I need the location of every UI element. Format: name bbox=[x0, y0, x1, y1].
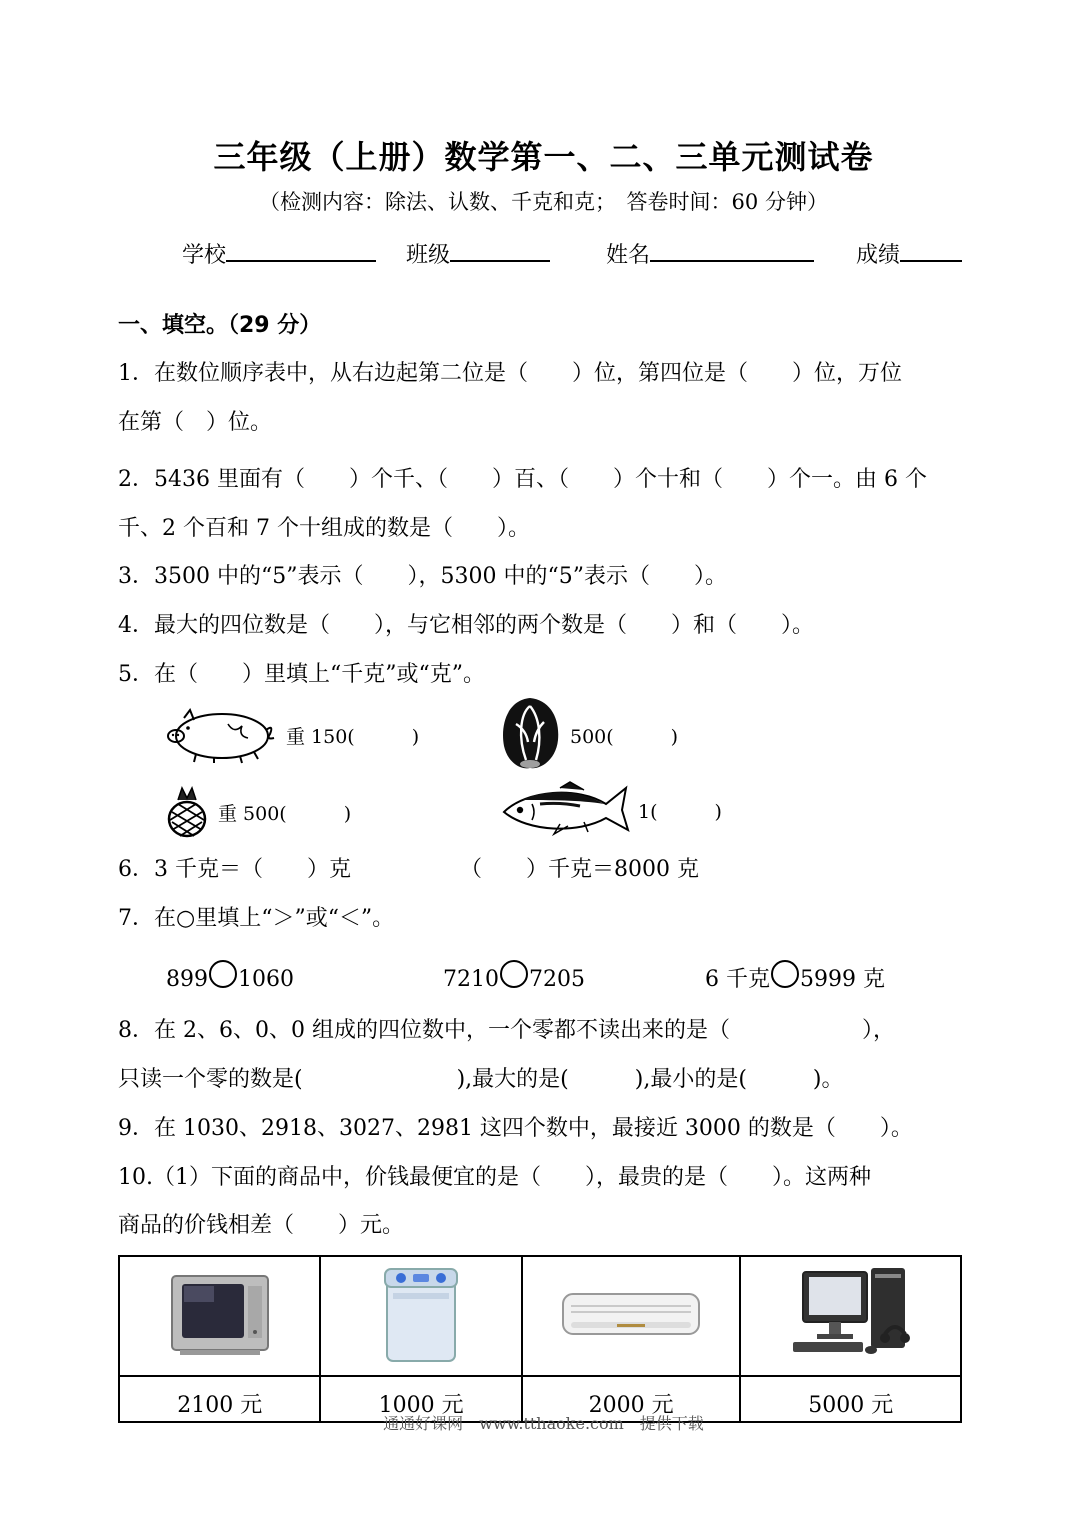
air-conditioner-icon bbox=[561, 1292, 701, 1336]
class-blank[interactable] bbox=[450, 236, 550, 262]
question-8-line-1: 8．在 2、6、0、0 组成的四位数中，一个零都不读出来的是（ ）， bbox=[118, 1018, 895, 1043]
question-1-line-2: 在第（ ）位。 bbox=[118, 410, 273, 435]
question-9: 9．在 1030、2918、3027、2981 这四个数中，最接近 3000 的数是（ ）。 bbox=[118, 1116, 913, 1141]
section-heading: 一、填空。（29 分） bbox=[118, 313, 322, 338]
page-title: 三年级（上册）数学第一、二、三单元测试卷 bbox=[213, 138, 874, 176]
class-field bbox=[406, 236, 550, 269]
pineapple-icon bbox=[164, 786, 210, 838]
score-label: 成绩 bbox=[856, 243, 901, 268]
question-8-line-2: 只读一个零的数是( ),最大的是( ),最小的是( )。 bbox=[118, 1067, 844, 1092]
question-2-line-2: 千、2 个百和 7 个十组成的数是（ ）。 bbox=[118, 516, 530, 541]
goods-image-row bbox=[119, 1256, 961, 1376]
question-10-line-1: 10.（1）下面的商品中，价钱最便宜的是（ ），最贵的是（ ）。这两种 bbox=[118, 1165, 871, 1190]
cabbage-icon bbox=[496, 694, 564, 772]
compare-right-value: 5999 克 bbox=[800, 967, 885, 992]
school-field bbox=[182, 236, 376, 269]
compare-left-value: 7210 bbox=[443, 967, 499, 992]
question-7: 7．在○里填上“＞”或“＜”。 bbox=[118, 906, 395, 931]
compare-circle[interactable] bbox=[209, 960, 237, 988]
question-1-line-1: 1．在数位顺序表中，从右边起第二位是（ ）位，第四位是（ ）位，万位 bbox=[118, 361, 902, 386]
question-6-part-2: （ ）千克＝8000 克 bbox=[460, 857, 699, 882]
compare-right-value: 1060 bbox=[238, 967, 294, 992]
footer-source: 通通好课网 www.tthaoke.com 提供下载 bbox=[383, 1414, 704, 1433]
name-label: 姓名 bbox=[606, 243, 651, 268]
question-3: 3．3500 中的“5”表示（ ），5300 中的“5”表示（ ）。 bbox=[118, 564, 727, 589]
goods-cell bbox=[119, 1256, 320, 1376]
goods-price-table bbox=[118, 1255, 962, 1423]
washing-machine-icon bbox=[381, 1265, 461, 1363]
compare-left-value: 899 bbox=[166, 967, 208, 992]
pig-icon bbox=[162, 704, 276, 764]
name-blank[interactable] bbox=[650, 236, 814, 262]
question-6-part-1: 6．3 千克＝（ ）克 bbox=[118, 857, 351, 882]
school-label: 学校 bbox=[182, 243, 227, 268]
pig-weight-label: 重 150( ) bbox=[286, 726, 420, 748]
score-blank[interactable] bbox=[900, 236, 962, 262]
fish-icon bbox=[500, 780, 632, 838]
goods-cell bbox=[740, 1256, 961, 1376]
compare-circle[interactable] bbox=[771, 960, 799, 988]
goods-cell bbox=[522, 1256, 741, 1376]
cabbage-weight-label: 500( ) bbox=[570, 726, 679, 748]
computer-icon bbox=[783, 1264, 919, 1364]
compare-item-3 bbox=[705, 960, 885, 993]
question-10-line-2: 商品的价钱相差（ ）元。 bbox=[118, 1213, 405, 1238]
tv-icon bbox=[170, 1272, 270, 1356]
compare-right-value: 7205 bbox=[529, 967, 585, 992]
pineapple-weight-label: 重 500( ) bbox=[218, 803, 352, 825]
goods-price: 5000 元 bbox=[740, 1376, 961, 1422]
question-2-line-1: 2．5436 里面有（ ）个千、（ ）百、（ ）个十和（ ）个一。由 6 个 bbox=[118, 467, 927, 492]
goods-price: 2100 元 bbox=[119, 1376, 320, 1422]
page-subtitle: （检测内容：除法、认数、千克和克； 答卷时间：60 分钟） bbox=[259, 190, 828, 214]
question-4: 4．最大的四位数是（ ），与它相邻的两个数是（ ）和（ ）。 bbox=[118, 613, 814, 638]
school-blank[interactable] bbox=[226, 236, 376, 262]
question-5: 5．在（ ）里填上“千克”或“克”。 bbox=[118, 662, 485, 687]
name-field bbox=[606, 236, 814, 269]
fish-weight-label: 1( ) bbox=[638, 801, 722, 823]
goods-price: 2000 元 bbox=[522, 1376, 741, 1422]
class-label: 班级 bbox=[406, 243, 451, 268]
compare-circle[interactable] bbox=[500, 960, 528, 988]
compare-left-value: 6 千克 bbox=[705, 967, 770, 992]
compare-item-2 bbox=[443, 960, 585, 992]
goods-price: 1000 元 bbox=[320, 1376, 521, 1422]
compare-item-1 bbox=[166, 960, 294, 992]
score-field bbox=[856, 236, 962, 269]
goods-cell bbox=[320, 1256, 521, 1376]
